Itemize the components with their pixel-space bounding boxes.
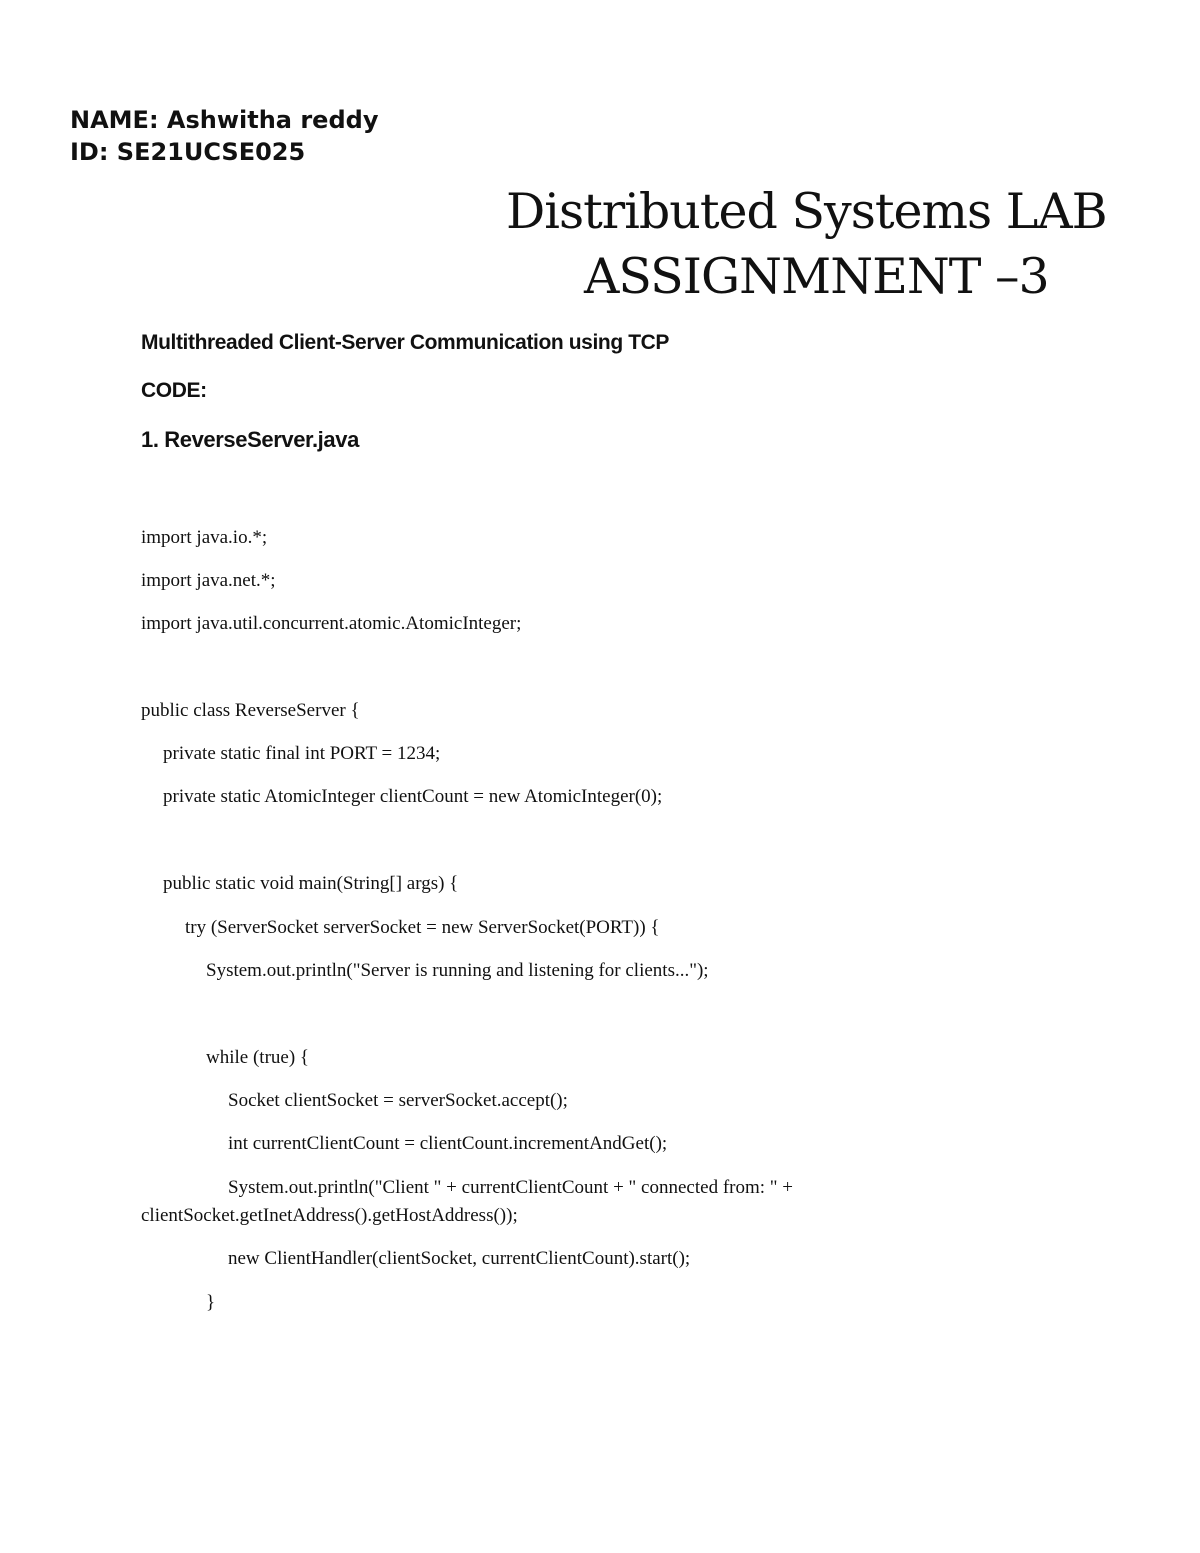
code-line: private static AtomicInteger clientCount = new AtomicInteger(0);: [163, 786, 663, 807]
author-name: NAME: Ashwitha reddy: [70, 106, 379, 134]
assignment-title: ASSIGNMNENT –3: [584, 248, 1049, 305]
assignment-subtitle: Multithreaded Client-Server Communication using TCP: [141, 331, 669, 354]
code-line: while (true) {: [206, 1047, 310, 1068]
author-id: ID: SE21UCSE025: [70, 138, 306, 166]
code-line: import java.io.*;: [141, 527, 268, 548]
code-label: CODE:: [141, 379, 207, 402]
code-line: System.out.println("Server is running and listening for clients...");: [206, 960, 709, 981]
code-line: private static final int PORT = 1234;: [163, 743, 441, 764]
code-line: clientSocket.getInetAddress().getHostAddress());: [141, 1205, 518, 1226]
code-line: new ClientHandler(clientSocket, currentClientCount).start();: [228, 1248, 691, 1269]
code-line: public class ReverseServer {: [141, 700, 360, 721]
document-title: Distributed Systems LAB: [506, 183, 1107, 240]
code-line: import java.net.*;: [141, 570, 276, 591]
code-line: }: [206, 1292, 216, 1313]
file-heading: 1. ReverseServer.java: [141, 427, 359, 452]
code-line: Socket clientSocket = serverSocket.accept();: [228, 1090, 568, 1111]
code-line: try (ServerSocket serverSocket = new ServerSocket(PORT)) {: [185, 917, 660, 938]
code-line: int currentClientCount = clientCount.incrementAndGet();: [228, 1133, 668, 1154]
code-line: System.out.println("Client " + currentClientCount + " connected from: " +: [228, 1177, 793, 1198]
code-line: import java.util.concurrent.atomic.AtomicInteger;: [141, 613, 522, 634]
code-line: public static void main(String[] args) {: [163, 873, 459, 894]
